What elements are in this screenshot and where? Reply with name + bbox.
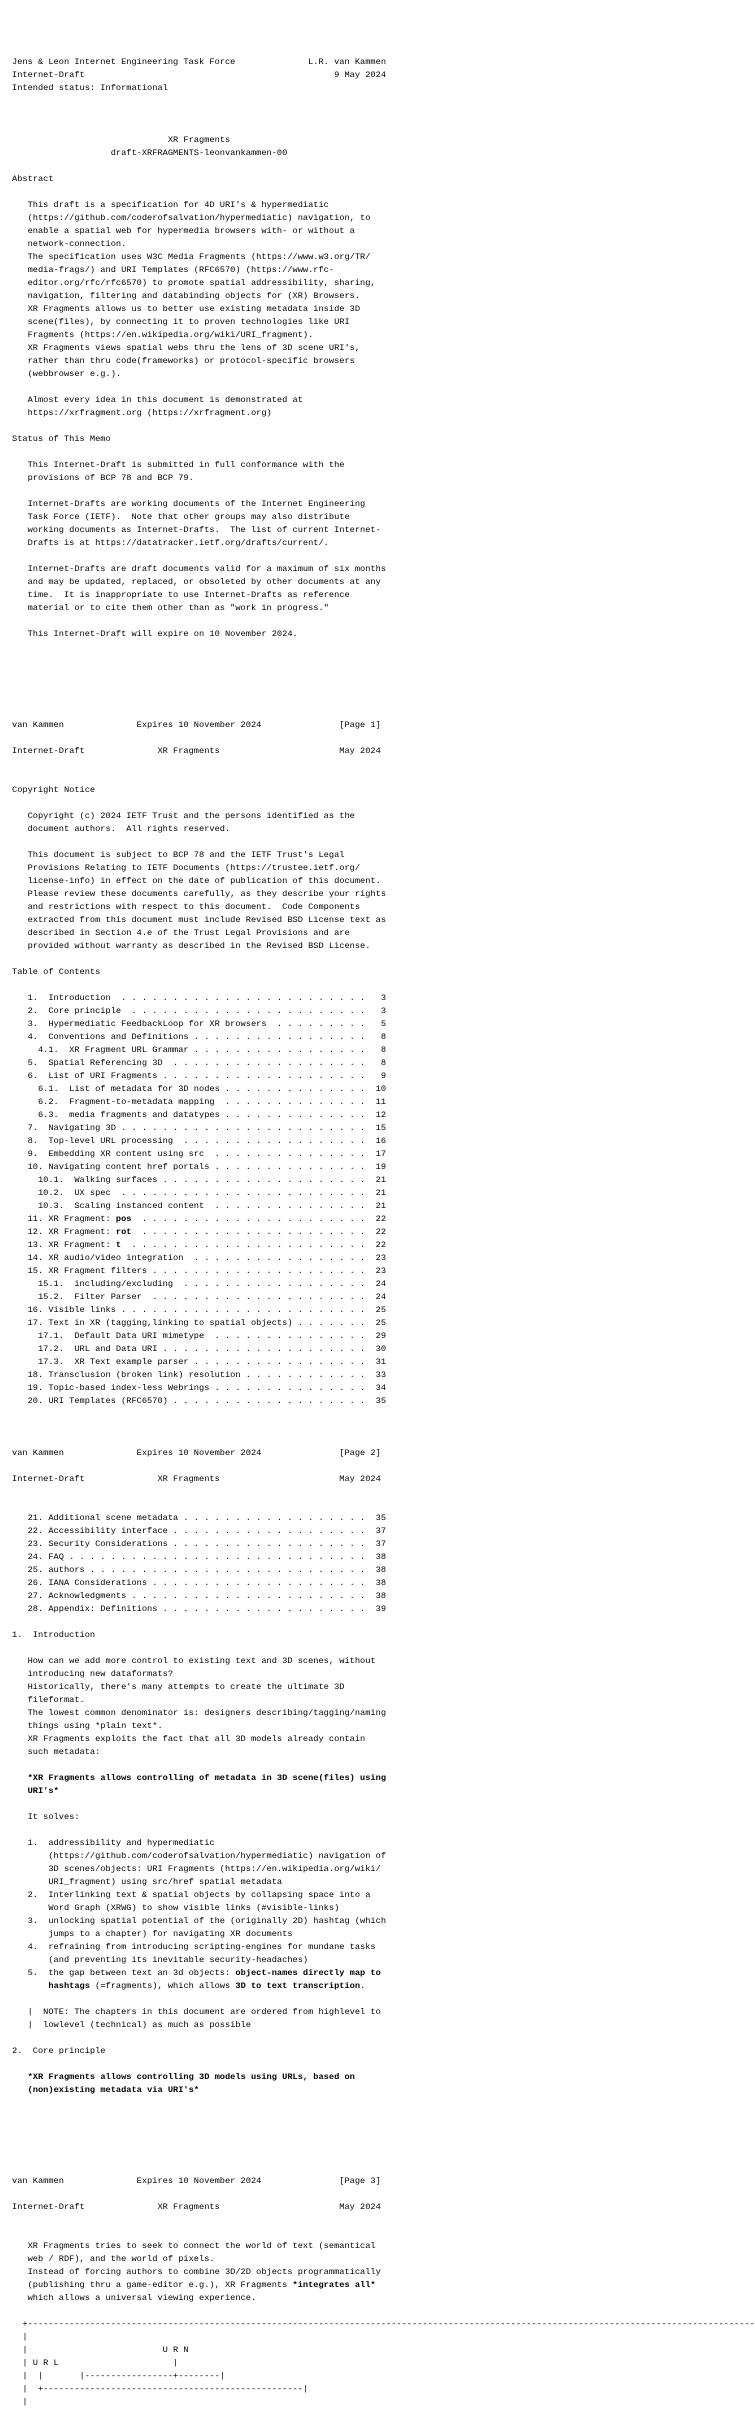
text-line: How can we add more control to existing text and 3D scenes, without: [12, 1656, 376, 1666]
text-line: 5. Spatial Referencing 3D . . . . . . . . . . . . . . . . . . . 8: [12, 1058, 387, 1068]
text-line: [12, 2227, 700, 2240]
text-line: 6. List of URI Fragments . . . . . . . . . . . . . . . . . . . . 9: [12, 1071, 387, 1081]
text-line: [12, 732, 700, 745]
text-line: 1. addressibility and hypermediatic: [12, 1838, 215, 1848]
text-line: license-info) in effect on the date of publication of this document.: [12, 876, 381, 886]
text-line: scene(files), by connecting it to proven technologies like URI: [12, 317, 350, 327]
text-line: Task Force (IETF). Note that other groups may also distribute: [12, 512, 350, 522]
text-line: 23. Security Considerations . . . . . . . . . . . . . . . . . . . 37: [12, 1539, 387, 1549]
text-line: fileformat.: [12, 1695, 85, 1705]
text-line: 15.1. including/excluding . . . . . . . . . . . . . . . . . . 24: [12, 1279, 387, 1289]
text-line: [12, 706, 700, 719]
text-line: 26. IANA Considerations . . . . . . . . . . . . . . . . . . . . . 38: [12, 1578, 387, 1588]
text-line: [12, 1993, 700, 2006]
text-line: [12, 1980, 700, 1993]
text-line: Internet-Drafts are draft documents valid for a maximum of six months: [12, 564, 387, 574]
text-line: [12, 1785, 700, 1798]
text-line: XR Fragments: [12, 135, 231, 145]
text-line: XR Fragments exploits the fact that all 3D models already contain: [12, 1734, 366, 1744]
text-segment: [12, 2085, 28, 2095]
text-line: 17. Text in XR (tagging,linking to spatial objects) . . . . . . . 25: [12, 1318, 387, 1328]
text-line: https://xrfragment.org (https://xrfragment.org): [12, 408, 272, 418]
bold-text-segment: *XR Fragments allows controlling of metadata in 3D scene(files) using: [27, 1773, 387, 1783]
text-segment: .: [360, 1981, 366, 1991]
text-line: 8. Top-level URL processing . . . . . . . . . . . . . . . . . . 16: [12, 1136, 387, 1146]
text-line: [12, 2123, 700, 2136]
text-line: 2. Core principle: [12, 2046, 106, 2056]
text-line: [12, 1486, 700, 1499]
text-line: [12, 1434, 700, 1447]
text-line: enable a spatial web for hypermedia browsers with- or without a: [12, 226, 355, 236]
text-line: [12, 1824, 700, 1837]
text-line: 10.2. UX spec . . . . . . . . . . . . . . . . . . . . . . . . 21: [12, 1188, 387, 1198]
text-line: [12, 2032, 700, 2045]
text-line: 10.3. Scaling instanced content . . . . . . . . . . . . . . . 21: [12, 1201, 387, 1211]
text-line: Drafts is at https://datatracker.ietf.org/drafts/current/.: [12, 538, 329, 548]
text-line: [12, 1421, 700, 1434]
text-line: [12, 1460, 700, 1473]
text-line: [12, 1226, 700, 1239]
text-line: provisions of BCP 78 and BCP 79.: [12, 473, 194, 483]
text-line: XR Fragments tries to seek to connect the world of text (semantical: [12, 2241, 376, 2251]
text-line: [12, 108, 700, 121]
text-line: [12, 1239, 700, 1252]
text-line: [12, 1642, 700, 1655]
text-line: (https://github.com/coderofsalvation/hypermediatic) navigation, to: [12, 213, 371, 223]
text-line: [12, 1967, 700, 1980]
text-line: [12, 160, 700, 173]
text-line: 25. authors . . . . . . . . . . . . . . . . . . . . . . . . . . . 38: [12, 1565, 387, 1575]
text-line: [12, 771, 700, 784]
text-line: (https://github.com/coderofsalvation/hypermediatic) navigation of: [12, 1851, 387, 1861]
text-line: van Kammen Expires 10 November 2024 [Page 1]: [12, 720, 381, 730]
text-line: [12, 2071, 700, 2084]
text-line: 4. Conventions and Definitions . . . . . . . . . . . . . . . . . 8: [12, 1032, 387, 1042]
text-line: This draft is a specification for 4D URI's & hypermediatic: [12, 200, 329, 210]
text-line: This Internet-Draft will expire on 10 November 2024.: [12, 629, 298, 639]
text-line: | U R L |: [12, 2358, 179, 2368]
text-line: [12, 693, 700, 706]
text-line: [12, 615, 700, 628]
text-line: Status of This Memo: [12, 434, 111, 444]
text-line: and restrictions with respect to this document. Code Components: [12, 902, 361, 912]
bold-text-segment: (non)existing metadata via URI's*: [27, 2085, 200, 2095]
text-line: Intended status: Informational: [12, 83, 168, 93]
text-line: [12, 667, 700, 680]
text-line: [12, 2305, 700, 2318]
text-line: 20. URI Templates (RFC6570) . . . . . . . . . . . . . . . . . . . 35: [12, 1396, 387, 1406]
text-line: 21. Additional scene metadata . . . . . . . . . . . . . . . . . . 35: [12, 1513, 387, 1523]
text-line: web / RDF), and the world of pixels.: [12, 2254, 215, 2264]
text-line: Copyright (c) 2024 IETF Trust and the persons identified as the: [12, 811, 355, 821]
text-line: The specification uses W3C Media Fragments (https://www.w3.org/TR/: [12, 252, 371, 262]
text-line: [12, 446, 700, 459]
text-line: [12, 680, 700, 693]
text-line: [12, 95, 700, 108]
text-line: [12, 2136, 700, 2149]
text-line: This Internet-Draft is submitted in full conformance with the: [12, 460, 345, 470]
bold-text-segment: *integrates all*: [292, 2280, 376, 2290]
text-line: 10.1. Walking surfaces . . . . . . . . . . . . . . . . . . . . 21: [12, 1175, 387, 1185]
text-line: It solves:: [12, 1812, 80, 1822]
text-line: 4. refraining from introducing scripting-engines for mundane tasks: [12, 1942, 376, 1952]
text-line: [12, 1616, 700, 1629]
text-line: Copyright Notice: [12, 785, 96, 795]
text-line: [12, 121, 700, 134]
text-line: [12, 1408, 700, 1421]
text-line: 9. Embedding XR content using src . . . . . . . . . . . . . . . 17: [12, 1149, 387, 1159]
text-segment: [12, 1786, 28, 1796]
text-line: rather than thru code(frameworks) or protocol-specific browsers: [12, 356, 355, 366]
text-line: Internet-Draft 9 May 2024: [12, 70, 387, 80]
text-line: Abstract: [12, 174, 54, 184]
text-line: The lowest common denominator is: designers describing/tagging/naming: [12, 1708, 387, 1718]
text-segment: [12, 2072, 28, 2082]
text-line: Internet-Draft XR Fragments May 2024: [12, 2202, 381, 2212]
text-line: draft-XRFRAGMENTS-leonvankammen-00: [12, 148, 288, 158]
text-line: 2. Core principle . . . . . . . . . . . . . . . . . . . . . . . 3: [12, 1006, 387, 1016]
text-line: van Kammen Expires 10 November 2024 [Page 3]: [12, 2176, 381, 2186]
text-line: 17.1. Default Data URI mimetype . . . . . . . . . . . . . . . 29: [12, 1331, 387, 1341]
text-line: This document is subject to BCP 78 and the IETF Trust's Legal: [12, 850, 345, 860]
text-line: document authors. All rights reserved.: [12, 824, 231, 834]
text-line: [12, 485, 700, 498]
text-segment: . . . . . . . . . . . . . . . . . . . . . . 22: [131, 1227, 387, 1237]
bold-text-segment: pos: [115, 1214, 132, 1224]
bold-text-segment: rot: [115, 1227, 132, 1237]
text-line: [12, 2149, 700, 2162]
text-line: [12, 1759, 700, 1772]
text-line: [12, 550, 700, 563]
text-line: [12, 654, 700, 667]
text-line: [12, 2214, 700, 2227]
text-segment: 13. XR Fragment:: [12, 1240, 116, 1250]
bold-text-segment: 3D to text transcription: [235, 1981, 361, 1991]
text-line: described in Section 4.e of the Trust Legal Provisions and are: [12, 928, 350, 938]
bold-text-segment: t: [115, 1240, 122, 1250]
text-line: [12, 420, 700, 433]
text-line: | U R N: [12, 2345, 189, 2355]
text-line: 16. Visible links . . . . . . . . . . . . . . . . . . . . . . . . 25: [12, 1305, 387, 1315]
text-segment: 5. the gap between text an 3d objects:: [12, 1968, 236, 1978]
text-segment: [12, 1981, 48, 1991]
text-line: Provisions Relating to IETF Documents (https://trustee.ietf.org/: [12, 863, 361, 873]
text-line: [12, 2084, 700, 2097]
text-line: Internet-Drafts are working documents of the Internet Engineering: [12, 499, 366, 509]
text-line: Internet-Draft XR Fragments May 2024: [12, 746, 381, 756]
text-segment: . . . . . . . . . . . . . . . . . . . . . . . 22: [121, 1240, 387, 1250]
bold-text-segment: hashtags: [48, 1981, 90, 1991]
text-line: [12, 641, 700, 654]
text-line: Fragments (https://en.wikipedia.org/wiki/URI_fragment).: [12, 330, 314, 340]
text-line: URI_fragment) using src/href spatial metadata: [12, 1877, 283, 1887]
text-line: working documents as Internet-Drafts. The list of current Internet-: [12, 525, 381, 535]
text-line: | | |-----------------+--------|: [12, 2371, 225, 2381]
text-line: [12, 2279, 700, 2292]
text-line: Almost every idea in this document is demonstrated at: [12, 395, 303, 405]
text-line: 3. Hypermediatic FeedbackLoop for XR browsers . . . . . . . . . 5: [12, 1019, 387, 1029]
text-line: 3D scenes/objects: URI Fragments (https://en.wikipedia.org/wiki/: [12, 1864, 381, 1874]
bold-text-segment: object-names directly map to: [235, 1968, 381, 1978]
text-line: Instead of forcing authors to combine 3D/2D objects programmatically: [12, 2267, 381, 2277]
text-line: media-frags/) and URI Templates (RFC6570) (https://www.rfc-: [12, 265, 335, 275]
text-line: such metadata:: [12, 1747, 101, 1757]
text-line: material or to cite them other than as "work in progress.": [12, 603, 329, 613]
text-line: 15.2. Filter Parser . . . . . . . . . . . . . . . . . . . . . 24: [12, 1292, 387, 1302]
text-line: [12, 1499, 700, 1512]
text-line: 6.1. List of metadata for 3D nodes . . . . . . . . . . . . . . 10: [12, 1084, 387, 1094]
text-line: network-connection.: [12, 239, 127, 249]
text-line: 2. Interlinking text & spatial objects by collapsing space into a: [12, 1890, 371, 1900]
text-line: [12, 836, 700, 849]
text-line: jumps to a chapter) for navigating XR documents: [12, 1929, 293, 1939]
text-line: time. It is inappropriate to use Internet-Drafts as reference: [12, 590, 350, 600]
text-line: 19. Topic-based index-less Webrings . . . . . . . . . . . . . . . 34: [12, 1383, 387, 1393]
text-line: 6.2. Fragment-to-metadata mapping . . . . . . . . . . . . . . 11: [12, 1097, 387, 1107]
text-line: 6.3. media fragments and datatypes . . . . . . . . . . . . . . 12: [12, 1110, 387, 1120]
text-line: 3. unlocking spatial potential of the (originally 2D) hashtag (which: [12, 1916, 387, 1926]
text-line: 4.1. XR Fragment URL Grammar . . . . . . . . . . . . . . . . . 8: [12, 1045, 387, 1055]
text-line: Historically, there's many attempts to create the ultimate 3D: [12, 1682, 345, 1692]
text-line: [12, 2097, 700, 2110]
text-line: [12, 758, 700, 771]
text-line: Word Graph (XRWG) to show visible links (#visible-links): [12, 1903, 340, 1913]
text-line: and may be updated, replaced, or obsoleted by other documents at any: [12, 577, 381, 587]
text-line: editor.org/rfc/rfc6570) to promote spatial addressibility, sharing,: [12, 278, 376, 288]
text-line: [12, 186, 700, 199]
bold-text-segment: *XR Fragments allows controlling 3D models using URLs, based on: [27, 2072, 355, 2082]
text-line: 1. Introduction . . . . . . . . . . . . . . . . . . . . . . . . 3: [12, 993, 387, 1003]
text-segment: [12, 1773, 28, 1783]
text-line: | lowlevel (technical) as much as possible: [12, 2020, 251, 2030]
text-line: things using *plain text*.: [12, 1721, 163, 1731]
text-line: [12, 1772, 700, 1785]
text-segment: (=fragments), which allows: [89, 1981, 236, 1991]
text-line: [12, 2058, 700, 2071]
text-line: XR Fragments views spatial webs thru the lens of 3D scene URI's,: [12, 343, 361, 353]
text-line: (webbrowser e.g.).: [12, 369, 122, 379]
text-line: | +--------------------------------------------------|: [12, 2384, 309, 2394]
text-line: [12, 2110, 700, 2123]
text-line: |: [12, 2332, 28, 2342]
text-line: [12, 2162, 700, 2175]
text-segment: 12. XR Fragment:: [12, 1227, 116, 1237]
text-line: provided without warranty as described in the Revised BSD License.: [12, 941, 371, 951]
text-line: |: [12, 2397, 28, 2407]
text-line: 28. Appendix: Definitions . . . . . . . . . . . . . . . . . . . . 39: [12, 1604, 387, 1614]
text-line: 17.3. XR Text example parser . . . . . . . . . . . . . . . . . 31: [12, 1357, 387, 1367]
text-line: (and preventing its inevitable security-headaches): [12, 1955, 309, 1965]
text-line: | NOTE: The chapters in this document are ordered from highlevel to: [12, 2007, 381, 2017]
text-line: navigation, filtering and databinding objects for (XR) Browsers.: [12, 291, 361, 301]
text-line: which allows a universal viewing experience.: [12, 2293, 257, 2303]
text-line: 24. FAQ . . . . . . . . . . . . . . . . . . . . . . . . . . . . . 38: [12, 1552, 387, 1562]
text-segment: . . . . . . . . . . . . . . . . . . . . . . 22: [131, 1214, 387, 1224]
document-text: [12, 56, 755, 2409]
text-line: introducing new dataformats?: [12, 1669, 174, 1679]
text-line: +--------------------------------------------------------------------------------------------------------------------------------------------: [12, 2319, 755, 2329]
text-line: 22. Accessibility interface . . . . . . . . . . . . . . . . . . . 37: [12, 1526, 387, 1536]
text-line: 1. Introduction: [12, 1630, 96, 1640]
text-line: 17.2. URL and Data URI . . . . . . . . . . . . . . . . . . . . 30: [12, 1344, 387, 1354]
text-line: 15. XR Fragment filters . . . . . . . . . . . . . . . . . . . . . 23: [12, 1266, 387, 1276]
text-line: [12, 1213, 700, 1226]
text-line: [12, 979, 700, 992]
text-line: 27. Acknowledgments . . . . . . . . . . . . . . . . . . . . . . . 38: [12, 1591, 387, 1601]
bold-text-segment: URI's*: [27, 1786, 59, 1796]
text-line: [12, 381, 700, 394]
text-line: Please review these documents carefully, as they describe your rights: [12, 889, 387, 899]
text-line: [12, 953, 700, 966]
text-line: XR Fragments allows us to better use existing metadata inside 3D: [12, 304, 361, 314]
text-line: Jens & Leon Internet Engineering Task Force L.R. van Kammen: [12, 57, 387, 67]
text-line: [12, 1798, 700, 1811]
text-line: van Kammen Expires 10 November 2024 [Page 2]: [12, 1448, 381, 1458]
text-segment: 11. XR Fragment:: [12, 1214, 116, 1224]
text-line: Table of Contents: [12, 967, 101, 977]
text-line: Internet-Draft XR Fragments May 2024: [12, 1474, 381, 1484]
text-line: 7. Navigating 3D . . . . . . . . . . . . . . . . . . . . . . . . 15: [12, 1123, 387, 1133]
text-line: 18. Transclusion (broken link) resolution . . . . . . . . . . . . 33: [12, 1370, 387, 1380]
text-line: extracted from this document must include Revised BSD License text as: [12, 915, 387, 925]
text-segment: (publishing thru a game-editor e.g.), XR Fragments: [12, 2280, 293, 2290]
text-line: [12, 797, 700, 810]
text-line: [12, 2188, 700, 2201]
text-line: 14. XR audio/video integration . . . . . . . . . . . . . . . . . 23: [12, 1253, 387, 1263]
text-line: 10. Navigating content href portals . . . . . . . . . . . . . . . 19: [12, 1162, 387, 1172]
